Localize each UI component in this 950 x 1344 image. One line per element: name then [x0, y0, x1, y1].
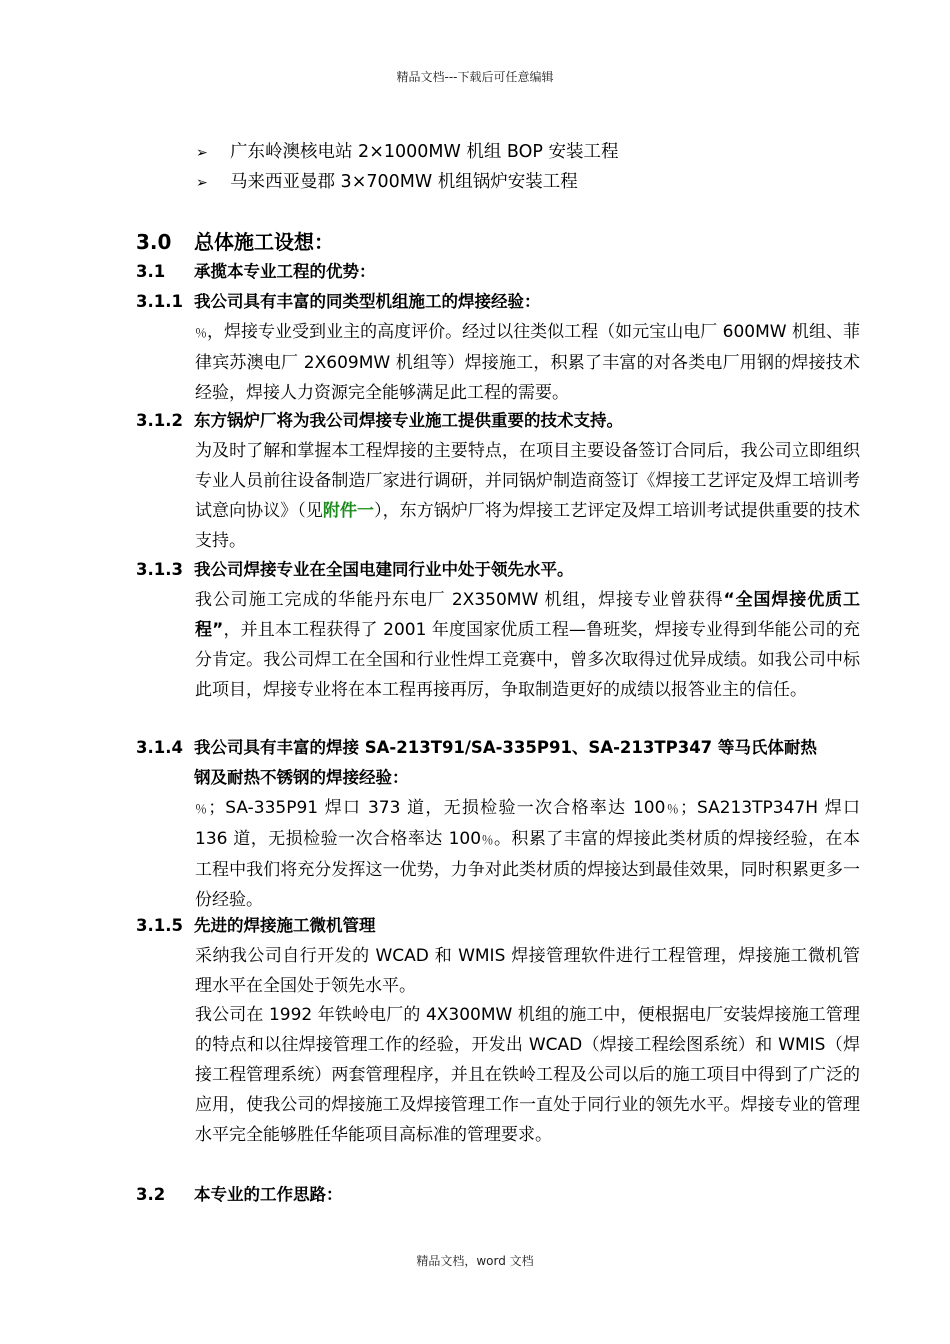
section-heading: 3.1.3 我公司焊接专业在全国电建同行业中处于领先水平。 [136, 560, 574, 579]
paragraph: ％，焊接专业受到业主的高度评价。经过以往类似工程（如元宝山电厂 600MW 机组、菲律宾苏澳电厂 2X609MW 机组等）焊接施工，积累了丰富的对各类电厂用钢的焊接技术经验，焊接人力资源完全能够满足此工程的需要。 [195, 322, 860, 403]
bullet-item: ➢ 马来西亚曼郡 3×700MW 机组锅炉安装工程 [196, 167, 578, 198]
paragraph: 我公司施工完成的华能丹东电厂 2X350MW 机组，焊接专业曾获得“全国焊接优质工程”，并且本工程获得了 2001 年度国家优质工程—鲁班奖，焊接专业得到华能公司的充分肯定。我公司焊工在全国和行业性焊工竞赛中，曾多次取得过优异成绩。如我公司中标此项目，焊接专业将在本工程再接再厉，争取制造更好的成绩以报答业主的信任。 [195, 590, 860, 700]
section-heading: 3.0 总体施工设想： [136, 230, 334, 254]
section-heading: 3.1 承揽本专业工程的优势： [136, 262, 376, 281]
paragraph: 为及时了解和掌握本工程焊接的主要特点，在项目主要设备签订合同后，我公司立即组织专业人员前往设备制造厂家进行调研，并同锅炉制造商签订《焊接工艺评定及焊工培训考试意向协议》（见附件一），东方锅炉厂将为焊接工艺评定及焊工培训考试提供重要的技术支持。 [195, 441, 861, 551]
section-heading: 3.1.5 先进的焊接施工微机管理 [136, 916, 376, 935]
section-heading: 3.1.1 我公司具有丰富的同类型机组施工的焊接经验： [136, 292, 541, 311]
paragraph: 我公司在 1992 年铁岭电厂的 4X300MW 机组的施工中，便根据电厂安装焊接施工管理的特点和以往焊接管理工作的经验，开发出 WCAD（焊接工程绘图系统）和 WMIS（焊接工程管理系统）两套管理程序，并且在铁岭工程及公司以后的施工项目中得到了广泛的应用，使我公司的焊接施工及焊接管理工作一直处于同行业的领先水平。焊接专业的管理水平完全能够胜任华能项目高标准的管理要求。 [195, 1005, 860, 1145]
bullet-item: ➢ 广东岭澳核电站 2×1000MW 机组 BOP 安装工程 [196, 137, 619, 168]
section-heading: 3.1.4 我公司具有丰富的焊接 SA-213T91/SA-335P91、SA-213TP347 等马氏体耐热 [136, 738, 817, 757]
arrow-right-icon: ➢ [196, 145, 208, 161]
paragraph: 采纳我公司自行开发的 WCAD 和 WMIS 焊接管理软件进行工程管理，焊接施工微机管理水平在全国处于领先水平。 [195, 946, 860, 996]
page-header: 精品文档---下载后可任意编辑 [396, 70, 554, 84]
paragraph: ％；SA-335P91 焊口 373 道，无损检验一次合格率达 100％；SA213TP347H 焊口 136 道，无损检验一次合格率达 100％。积累了丰富的焊接此类材质的焊接经验，在本工程中我们将充分发挥这一优势，力争对此类材质的焊接达到最佳效果，同时积累更多一份经验。 [195, 798, 860, 910]
page-footer: 精品文档，word 文档 [416, 1254, 534, 1268]
section-heading: 3.1.2 东方锅炉厂将为我公司焊接专业施工提供重要的技术支持。 [136, 411, 623, 430]
arrow-right-icon: ➢ [196, 175, 208, 191]
appendix-link[interactable]: 附件一 [322, 501, 375, 521]
section-heading: 3.2 本专业的工作思路： [136, 1185, 343, 1204]
section-heading-continued: 钢及耐热不锈钢的焊接经验： [194, 768, 409, 787]
